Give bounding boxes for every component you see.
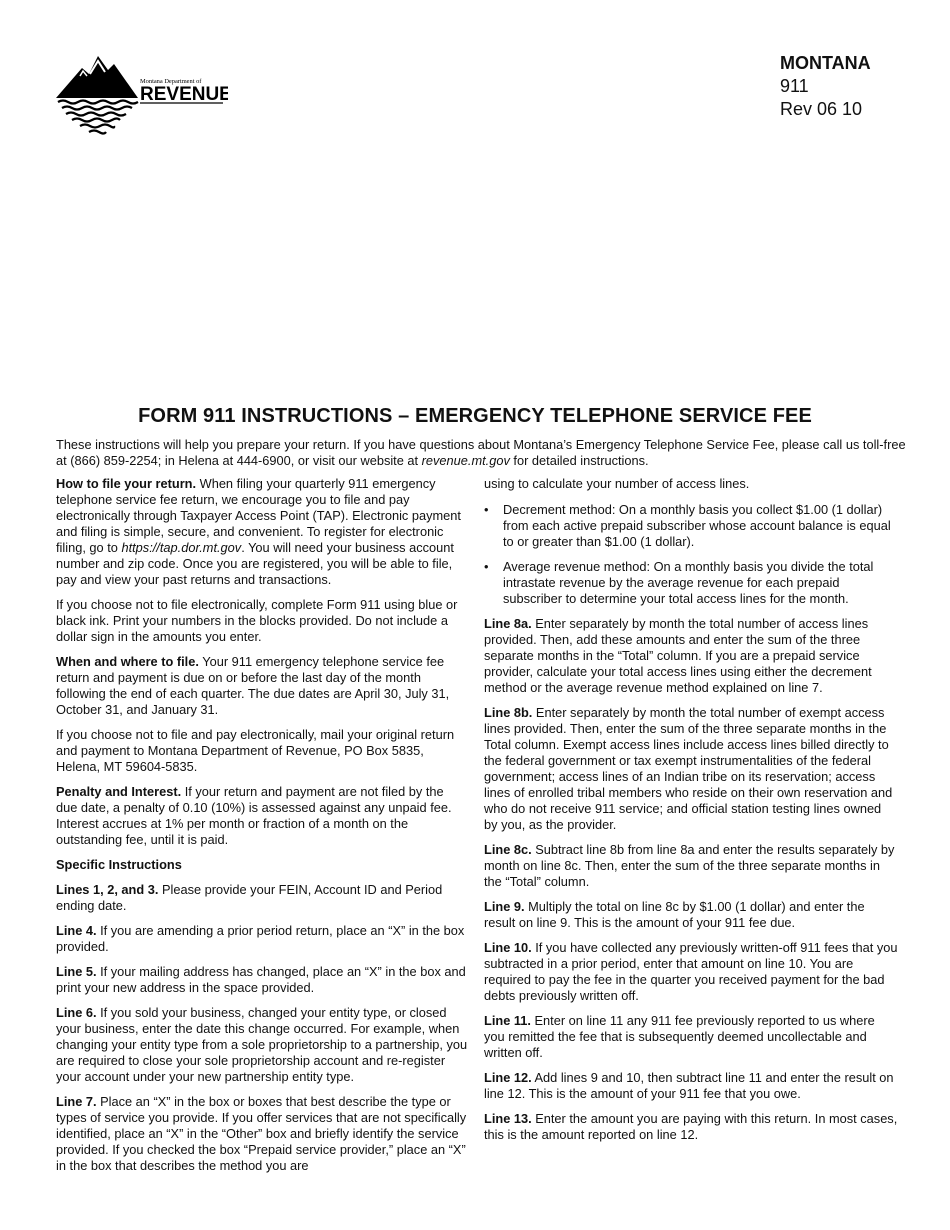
line-7-heading: Line 7. [56,1094,97,1109]
line-13-heading: Line 13. [484,1111,532,1126]
line-8a-text: Enter separately by month the total number of access lines provided. Then, add these amounts and enter the sum of the three separate months in the “Total” column. If you are a prepaid service provider, calculate your total access lines using either the decrement method or the average revenue method explained on line 7. [484,616,872,695]
line-6-paragraph [56,1005,468,1085]
line-6-heading: Line 6. [56,1005,97,1020]
bullet-dot: • [484,502,489,517]
paper-filing-paragraph: If you choose not to file electronically, complete Form 911 using blue or black ink. Print your numbers in the blocks provided. Do not include a dollar sign in the amounts you enter. [56,597,458,644]
right-column [484,476,898,1152]
bullet-dot: • [484,559,489,574]
line-11-heading: Line 11. [484,1013,531,1028]
line-8c-heading: Line 8c. [484,842,532,857]
line-8c-paragraph [484,842,898,890]
penalty-paragraph [56,784,468,848]
line-12-paragraph [484,1070,898,1102]
line-10-text: If you have collected any previously written-off 911 fees that you subtracted in a prior period, enter that amount on line 10. You are required to pay the fee in the quarter you received payment for the bad debts previously written off. [484,940,898,1003]
lines-1-3-text: Please provide your FEIN, Account ID and Period ending date. [56,882,443,913]
form-id-block [780,52,871,121]
line-4-heading: Line 4. [56,923,97,938]
line-9-heading: Line 9. [484,899,525,914]
line-8c-text: Subtract line 8b from line 8a and enter the results separately by month on line 8c. Then, enter the sum of the three separate months in the “Total” column. [484,842,895,889]
line-8a-heading: Line 8a. [484,616,532,631]
how-text-end: . You will need your business account number and zip code. Once you are registered, you will be able to file, pay and view your past returns and transactions. [56,540,454,587]
line-10-paragraph [484,940,898,1004]
line-11-text: Enter on line 11 any 911 fee previously reported to us where you remitted the fee that is subsequently deemed uncollectable and written off. [484,1013,875,1060]
line-5-heading: Line 5. [56,964,97,979]
line-7-text: Place an “X” in the box or boxes that best describe the type or types of service you provide. If you offer services that are not specifically identified, place an “X” in the “Other” box and briefly identify the service provided. If you checked the box “Prepaid service provider,” place an “X” in the box that describes the method you are [56,1094,467,1173]
decrement-method-bullet [484,502,898,550]
mountain-logo-icon [56,54,228,138]
intro-text-end: for detailed instructions. [509,453,649,468]
when-text: Your 911 emergency telephone service fee return and payment is due on or before the last day of the month following the end of each quarter. The due dates are April 30, July 31, October 31, and January 31. [56,654,450,717]
line-8a-paragraph [484,616,898,696]
average-revenue-bullet [484,559,898,607]
penalty-heading: Penalty and Interest. [56,784,182,799]
line-11-paragraph [484,1013,898,1061]
lines-1-3-paragraph [56,882,468,914]
page-title: FORM 911 INSTRUCTIONS – EMERGENCY TELEPHONE SERVICE FEE [138,405,812,427]
bullet-text: Average revenue method: On a monthly basis you divide the total intrastate revenue by the average revenue for each prepaid subscriber to determine your total access lines for the month. [503,559,874,606]
mail-paragraph: If you choose not to file and pay electronically, mail your original return and payment to Montana Department of Revenue, PO Box 5835, Helena, MT 59604-5835. [56,727,455,774]
line-9-text: Multiply the total on line 8c by $1.00 (1 dollar) and enter the result on line 9. This is the amount of your 911 fee due. [484,899,865,930]
line-8b-paragraph [484,705,898,833]
penalty-text: If your return and payment are not filed by the due date, a penalty of 0.10 (10%) is assessed against any unpaid fee. Interest accrues at 1% per month or fraction of a month on the outstanding fee, until it is paid. [56,784,452,847]
logo-small-text: Montana Department of [140,78,202,85]
department-logo [56,54,228,138]
how-to-file-paragraph [56,476,468,588]
line-8b-heading: Line 8b. [484,705,533,720]
line-4-paragraph [56,923,468,955]
line-12-heading: Line 12. [484,1070,532,1085]
form-number: 911 [780,76,809,96]
bullet-text: Decrement method: On a monthly basis you collect $1.00 (1 dollar) from each active prepaid subscriber whose account balance is equal to or greater than $1.00 (1 dollar). [503,502,891,549]
line-4-text: If you are amending a prior period return, place an “X” in the box provided. [56,923,465,954]
state-label: MONTANA [780,53,871,73]
line-13-text: Enter the amount you are paying with this return. In most cases, this is the amount reported on line 12. [484,1111,898,1142]
when-where-paragraph [56,654,468,718]
revision-label: Rev 06 10 [780,99,863,119]
line-7-paragraph [56,1094,468,1174]
line-12-text: Add lines 9 and 10, then subtract line 11 and enter the result on line 12. This is the amount of your 911 fee that you owe. [484,1070,894,1101]
line-7-continuation: using to calculate your number of access lines. [484,476,750,491]
line-5-text: If your mailing address has changed, place an “X” in the box and print your new address in the space provided. [56,964,466,995]
when-heading: When and where to file. [56,654,199,669]
line-9-paragraph [484,899,898,931]
lines-1-3-heading: Lines 1, 2, and 3. [56,882,159,897]
line-13-paragraph [484,1111,898,1143]
specific-instructions-heading: Specific Instructions [56,857,182,872]
how-text: When filing your quarterly 911 emergency telephone service fee return, we encourage you to file and pay electronically through Taxpayer Access Point (TAP). Electronic payment and filing is simple, secure, and convenient. To register for electronic filing, go to [56,476,461,555]
website-link: revenue.mt.gov [421,453,510,468]
intro-text: These instructions will help you prepare your return. If you have questions about Montana’s Emergency Telephone Service Fee, please call us toll-free at (866) 859-2254; in Helena at 444-6900, or visit our website at [56,437,906,468]
line-8b-text: Enter separately by month the total number of exempt access lines provided. Then, enter the sum of the three separate months in the Total column. Exempt access lines include access lines billed directly to the federal government or tax exempt instrumentalities of the federal government; access lines of an Indian tribe on its reservation; access lines of enrolled tribal members who reside on their own reservation and who do not receive 911 service; and official station testing lines owned by you, as the provider. [484,705,893,832]
intro-paragraph [56,437,916,469]
line-10-heading: Line 10. [484,940,532,955]
tap-link: https://tap.dor.mt.gov [121,540,242,555]
logo-revenue-text: REVENUE [140,84,228,105]
line-5-paragraph [56,964,468,996]
how-heading: How to file your return. [56,476,197,491]
line-6-text: If you sold your business, changed your entity type, or closed your business, enter the date this change occurred. For example, when changing your entity type from a sole proprietorship to a partnership, you are required to close your sole proprietorship account and re-register your account under your new partnership entity type. [56,1005,468,1084]
left-column [56,476,468,1183]
